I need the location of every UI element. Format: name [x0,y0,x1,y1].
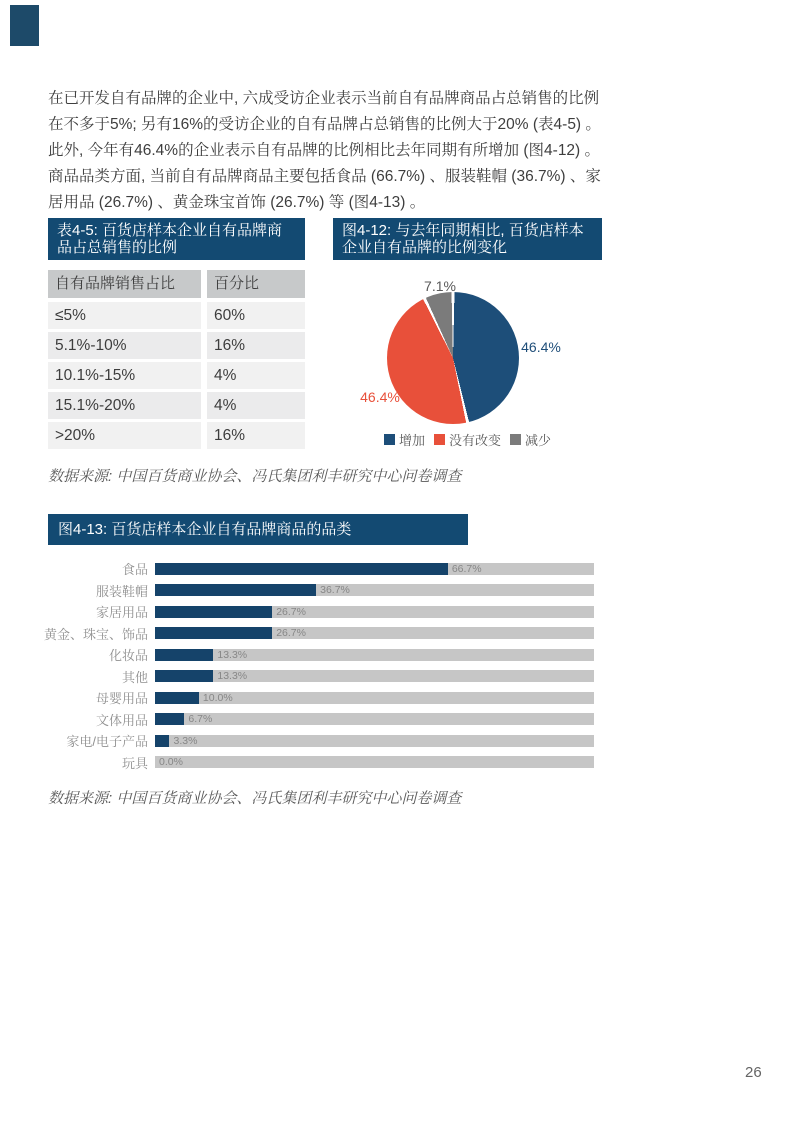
pie-data-label-nochange: 46.4% [360,389,400,405]
bar-row [40,623,594,645]
bar-value-label: 6.7% [188,713,213,726]
pie-data-label-decrease: 7.1% [424,278,456,294]
table-column-header-row [48,270,305,298]
bar-track [155,735,594,747]
table-row [48,362,305,389]
bar [155,692,199,704]
bar-row [40,666,594,688]
bar-value-label: 26.7% [276,627,306,640]
bar-row [40,730,594,752]
bar-value-label: 10.0% [202,691,233,704]
bar [155,627,272,639]
bar-value-label: 13.3% [217,670,248,683]
table-cell: ≤5% [48,302,201,329]
bar-track [155,713,594,725]
table-cell: 15.1%-20% [48,392,201,419]
bar-row [40,752,594,774]
bar-row [40,580,594,602]
table-row [48,302,305,329]
table-cell: 16% [207,422,305,449]
bar-value-label: 3.3% [173,734,198,747]
pie-data-label-increase: 46.4% [521,339,561,355]
intro-paragraph: 在已开发自有品牌的企业中, 六成受访企业表示当前自有品牌商品占总销售的比例在不多于5%; 另有16%的受访企业的自有品牌占总销售的比例大于20% (表4-5) 。此外, 今年有46.4%的企业表示自有品牌的比例相比去年同期有所增加 (图4-12) 。商品品类方面, 当前自有品牌商品主要包括食品 (66.7%) 、服装鞋帽 (36.7%) 、家居用品 (26.7%) 、黄金珠宝首饰 (26.7%) 等 (图4-13) 。 [48,90,601,211]
bar-row [40,709,594,731]
bar-category-label: 黄金、珠宝、饰品 [43,626,148,642]
figure-4-12-panel [333,218,602,458]
table-cell: 60% [207,302,305,329]
table-cell: 4% [207,392,305,419]
bar-track [155,563,594,575]
table-cell: 10.1%-15% [48,362,201,389]
table-row [48,332,305,359]
bar-chart [40,558,594,773]
column-header-percentage: 百分比 [207,270,305,298]
table-cell: 16% [207,332,305,359]
table-cell: 5.1%-10% [48,332,201,359]
legend-swatch-icon [434,434,445,445]
bar-value-label: 36.7% [320,584,350,597]
legend-item [510,430,551,449]
page-corner-tab [10,5,39,46]
table-body [48,302,305,449]
table-4-5-panel [48,218,305,452]
table-row [48,422,305,449]
bar-category-label: 母婴用品 [95,691,148,707]
column-header-own-brand-share: 自有品牌销售占比 [48,270,201,298]
figure-4-12-title: 图4-12: 与去年同期相比, 百货店样本企业自有品牌的比例变化 [333,218,602,260]
table-row [48,392,305,419]
bar [155,670,213,682]
legend-item [384,430,425,449]
legend-swatch-icon [510,434,521,445]
bar-track [155,670,594,682]
bar-track [155,584,594,596]
bar-category-label: 家电/电子产品 [66,734,148,750]
bar [155,649,213,661]
legend-swatch-icon [384,434,395,445]
bar-value-label: 26.7% [276,605,306,618]
bar [155,735,169,747]
bar-track [155,692,594,704]
page-number: 26 [745,1064,762,1081]
bar [155,584,316,596]
figure-4-13-title: 图4-13: 百货店样本企业自有品牌商品的品类 [48,514,468,545]
legend-label: 减少 [525,433,552,448]
bar-category-label: 食品 [121,562,148,578]
bar-value-label: 66.7% [451,562,482,575]
bar-value-label: 13.3% [217,648,248,661]
bar-category-label: 其他 [121,669,148,685]
bar-category-label: 玩具 [121,755,148,771]
bar [155,563,448,575]
bar [155,713,184,725]
bar-value-label: 0.0% [159,756,183,769]
pie-legend [333,430,602,449]
bar-category-label: 服装鞋帽 [95,583,148,599]
data-source-note-1: 数据来源: 中国百货商业协会、冯氏集团利丰研究中心问卷调查 [48,468,462,485]
bar-row [40,644,594,666]
bar-category-label: 家居用品 [95,605,148,621]
bar-track [155,649,594,661]
bar-track [155,606,594,618]
bar-row [40,558,594,580]
bar-category-label: 文体用品 [95,712,148,728]
legend-label: 增加 [398,433,425,448]
table-4-5-title: 表4-5: 百货店样本企业自有品牌商品占总销售的比例 [48,218,305,260]
pie-chart [387,292,519,424]
bar-row [40,601,594,623]
bar-track [155,756,594,768]
data-source-note-2: 数据来源: 中国百货商业协会、冯氏集团利丰研究中心问卷调查 [48,790,462,807]
table-cell: 4% [207,362,305,389]
legend-item [434,430,501,449]
bar [155,606,272,618]
legend-label: 没有改变 [448,433,501,448]
bar-row [40,687,594,709]
bar-track [155,627,594,639]
table-cell: >20% [48,422,201,449]
bar-category-label: 化妆品 [108,648,148,664]
